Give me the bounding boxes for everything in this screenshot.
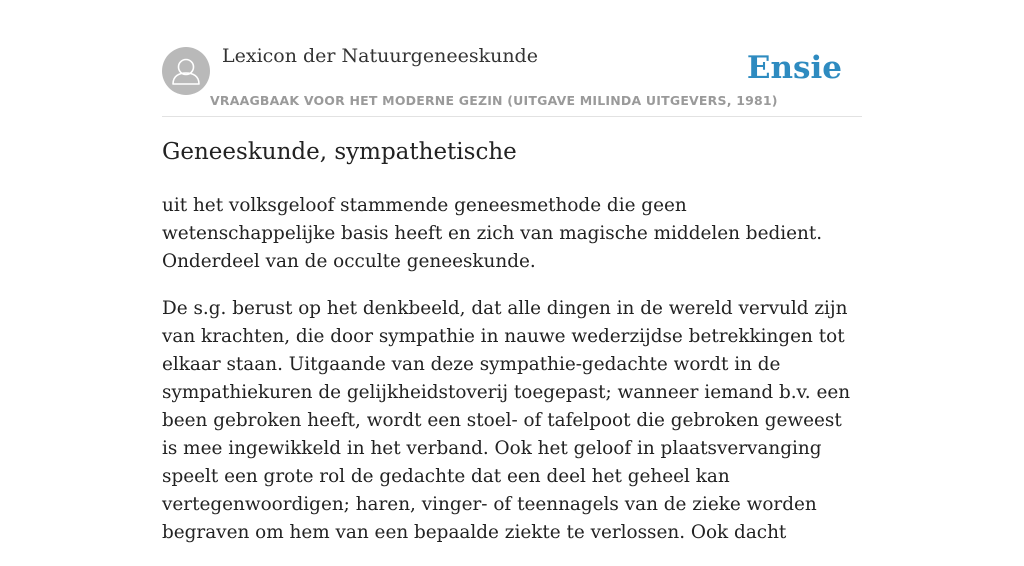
- paragraph: uit het volksgeloof stammende geneesmethode die geen wetenschappelijke basis heeft en zich van magische middelen bedient. Onderdeel van de occulte geneeskunde.: [162, 195, 823, 272]
- paragraph: De s.g. berust op het denkbeeld, dat alle dingen in de wereld vervuld zijn van krachten, die door sympathie in nauwe wederzijdse betrekkingen tot elkaar staan. Uitgaande van deze sympathie-gedachte wordt in de sympathiekuren de gelijkheidstoverij toegepast; wanneer iemand b.v. een been gebroken heeft, wordt een stoel- of tafelpoot die gebroken geweest is mee ingewikkeld in het verband. Ook het geloof in plaatsvervanging speelt een grote rol de gedachte dat een deel het geheel kan vertegenwoordigen; haren, vinger- of teennagels van de zieke worden begraven om hem van een bepaalde ziekte te verlossen. Ook dacht: [162, 298, 851, 543]
- source-title[interactable]: Lexicon der Natuurgeneeskunde: [222, 45, 538, 67]
- brand-logo[interactable]: Ensie: [746, 50, 842, 86]
- user-avatar-icon[interactable]: [162, 47, 210, 95]
- article-title: Geneeskunde, sympathetische: [162, 139, 517, 165]
- article-body: [162, 192, 862, 566]
- header: [162, 0, 862, 117]
- source-subtitle: VRAAGBAAK VOOR HET MODERNE GEZIN (UITGAVE MILINDA UITGEVERS, 1981): [210, 93, 778, 108]
